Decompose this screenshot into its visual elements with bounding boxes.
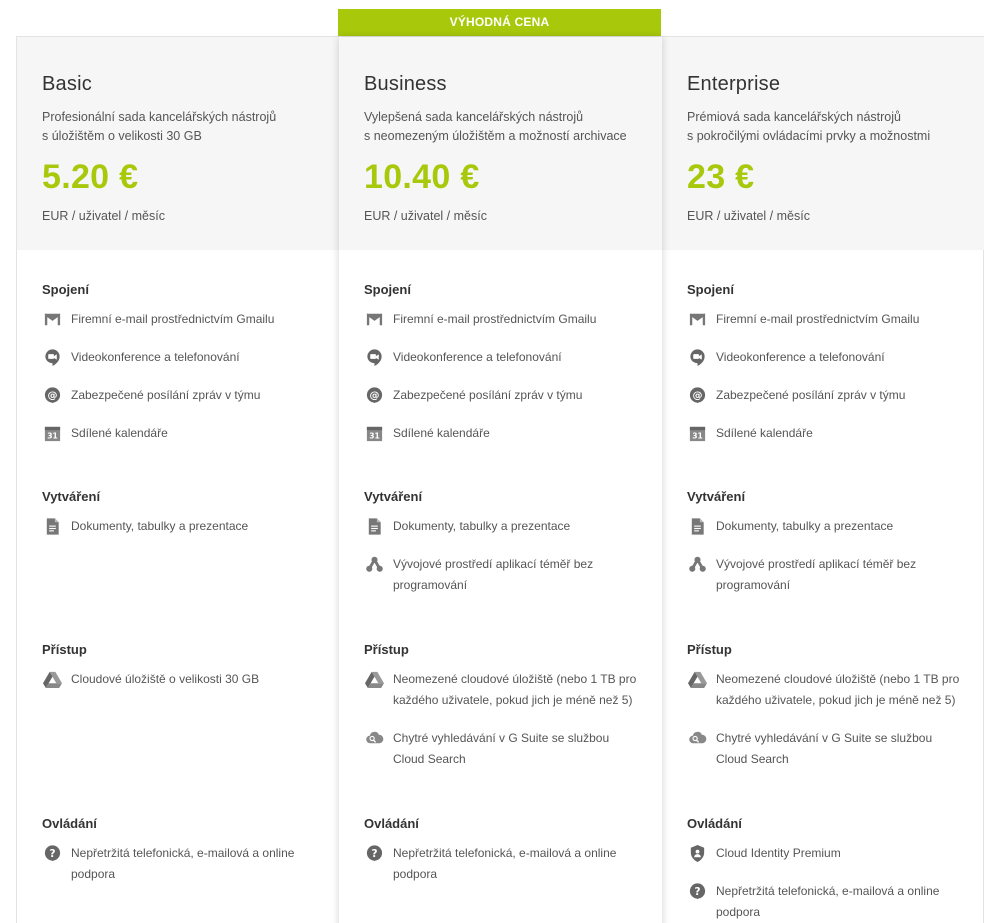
help-icon [42, 843, 62, 863]
feature-text: Nepřetržitá telefonická, e-mailová a online podpora [393, 846, 617, 881]
feature-item [687, 843, 964, 864]
feature-text: Dokumenty, tabulky a prezentace [71, 519, 249, 533]
feature-section [364, 816, 642, 881]
at-icon [42, 385, 62, 405]
feature-item [364, 385, 642, 406]
feature-text: Neomezené cloudové úložiště (nebo 1 TB pro každého uživatele, pokud jich je méně než 5) [393, 672, 637, 707]
best-value-badge: VÝHODNÁ CENA [338, 9, 661, 36]
feature-text: Chytré vyhledávání v G Suite se službou Cloud Search [716, 731, 933, 766]
feature-section [687, 282, 964, 441]
plan-name: Business [364, 73, 447, 95]
feature-text: Sdílené kalendáře [393, 426, 490, 440]
section-title: Vytváření [364, 489, 423, 504]
feature-item [364, 554, 642, 596]
feature-item [364, 347, 642, 368]
at-icon [364, 385, 384, 405]
feature-item [687, 347, 964, 368]
feature-section [687, 489, 964, 592]
feature-text: Nepřetržitá telefonická, e-mailová a online podpora [716, 884, 940, 919]
calendar-icon [687, 423, 707, 443]
feature-text: Dokumenty, tabulky a prezentace [716, 519, 894, 533]
plan-name: Basic [42, 73, 92, 95]
plan-description: Prémiová sada kancelářských nástrojů s pokročilými ovládacími prvky a možnostmi [687, 110, 931, 143]
calendar-icon [42, 423, 62, 443]
appmaker-icon [687, 554, 707, 574]
svg-text:@: @ [47, 390, 57, 402]
plan-enterprise [662, 37, 984, 923]
section-title: Ovládání [687, 816, 742, 831]
feature-text: Firemní e-mail prostřednictvím Gmailu [71, 312, 275, 326]
feature-item [687, 423, 964, 444]
section-title: Přístup [687, 642, 732, 657]
feature-item [42, 423, 319, 444]
feature-text: Videokonference a telefonování [716, 350, 885, 364]
section-title: Přístup [42, 642, 87, 657]
section-title: Spojení [42, 282, 89, 297]
feature-item [687, 881, 964, 923]
feature-item [42, 669, 319, 690]
feature-section [687, 642, 964, 766]
svg-text:@: @ [369, 390, 379, 402]
hangouts-icon [687, 347, 707, 367]
feature-section [42, 282, 319, 441]
svg-text:?: ? [48, 847, 56, 860]
section-title: Ovládání [42, 816, 97, 831]
hangouts-icon [364, 347, 384, 367]
svg-text:?: ? [693, 885, 701, 898]
feature-text: Cloudové úložiště o velikosti 30 GB [71, 672, 260, 686]
cloud-search-icon [687, 728, 707, 748]
feature-section [687, 816, 964, 919]
feature-item [364, 309, 642, 330]
feature-section [364, 642, 642, 766]
section-title: Spojení [687, 282, 734, 297]
gmail-icon [42, 309, 62, 329]
plan-description: Profesionální sada kancelářských nástrojů s úložištěm o velikosti 30 GB [42, 110, 277, 143]
plan-price: 10.40 € [364, 158, 480, 196]
feature-item [364, 669, 642, 711]
help-icon [364, 843, 384, 863]
feature-text: Vývojové prostředí aplikací téměř bez programování [716, 557, 917, 592]
drive-icon [42, 669, 62, 689]
cloud-search-icon [364, 728, 384, 748]
feature-item [42, 385, 319, 406]
plan-name: Enterprise [687, 73, 781, 95]
drive-icon [364, 669, 384, 689]
plan-price-unit: EUR / uživatel / měsíc [687, 209, 810, 223]
svg-text:31: 31 [46, 431, 58, 441]
feature-text: Dokumenty, tabulky a prezentace [393, 519, 571, 533]
gmail-icon [687, 309, 707, 329]
help-icon [687, 881, 707, 901]
docs-icon [42, 516, 62, 536]
plan-header [339, 37, 662, 250]
section-title: Spojení [364, 282, 411, 297]
docs-icon [687, 516, 707, 536]
plan-description: Vylepšená sada kancelářských nástrojů s neomezeným úložištěm a možností archivace [364, 110, 627, 143]
feature-item [687, 516, 964, 537]
feature-item [687, 728, 964, 770]
feature-section [42, 816, 319, 881]
feature-section [42, 642, 319, 686]
plan-business [339, 37, 662, 923]
feature-section [364, 282, 642, 441]
section-title: Ovládání [364, 816, 419, 831]
feature-text: Chytré vyhledávání v G Suite se službou Cloud Search [393, 731, 610, 766]
feature-item [42, 347, 319, 368]
feature-item [364, 843, 642, 885]
feature-item [364, 516, 642, 537]
feature-text: Cloud Identity Premium [716, 846, 841, 860]
feature-item [364, 423, 642, 444]
shield-icon [687, 843, 707, 863]
feature-item [687, 309, 964, 330]
feature-item [42, 309, 319, 330]
svg-text:31: 31 [691, 431, 703, 441]
feature-text: Zabezpečené posílání zpráv v týmu [393, 388, 583, 402]
feature-item [364, 728, 642, 770]
drive-icon [687, 669, 707, 689]
section-title: Přístup [364, 642, 409, 657]
feature-text: Vývojové prostředí aplikací téměř bez programování [393, 557, 594, 592]
plan-price: 5.20 € [42, 158, 139, 196]
plan-price: 23 € [687, 158, 755, 196]
feature-text: Zabezpečené posílání zpráv v týmu [71, 388, 261, 402]
at-icon [687, 385, 707, 405]
feature-text: Firemní e-mail prostřednictvím Gmailu [716, 312, 920, 326]
feature-text: Videokonference a telefonování [393, 350, 562, 364]
feature-item [687, 554, 964, 596]
svg-text:@: @ [692, 390, 702, 402]
feature-text: Sdílené kalendáře [716, 426, 813, 440]
docs-icon [364, 516, 384, 536]
feature-text: Zabezpečené posílání zpráv v týmu [716, 388, 906, 402]
hangouts-icon [42, 347, 62, 367]
section-title: Vytváření [687, 489, 746, 504]
plan-price-unit: EUR / uživatel / měsíc [42, 209, 165, 223]
feature-item [687, 669, 964, 711]
plan-header [662, 37, 984, 250]
feature-item [42, 843, 319, 885]
svg-text:31: 31 [368, 431, 380, 441]
appmaker-icon [364, 554, 384, 574]
feature-text: Neomezené cloudové úložiště (nebo 1 TB pro každého uživatele, pokud jich je méně než 5) [716, 672, 960, 707]
feature-text: Firemní e-mail prostřednictvím Gmailu [393, 312, 597, 326]
feature-section [42, 489, 319, 533]
plan-basic [17, 37, 339, 923]
feature-text: Videokonference a telefonování [71, 350, 240, 364]
feature-item [42, 516, 319, 537]
feature-item [687, 385, 964, 406]
calendar-icon [364, 423, 384, 443]
feature-text: Sdílené kalendáře [71, 426, 168, 440]
plan-header [17, 37, 339, 250]
pricing-table [16, 36, 984, 923]
section-title: Vytváření [42, 489, 101, 504]
feature-text: Nepřetržitá telefonická, e-mailová a online podpora [71, 846, 295, 881]
feature-section [364, 489, 642, 592]
gmail-icon [364, 309, 384, 329]
svg-text:?: ? [370, 847, 378, 860]
plan-price-unit: EUR / uživatel / měsíc [364, 209, 487, 223]
